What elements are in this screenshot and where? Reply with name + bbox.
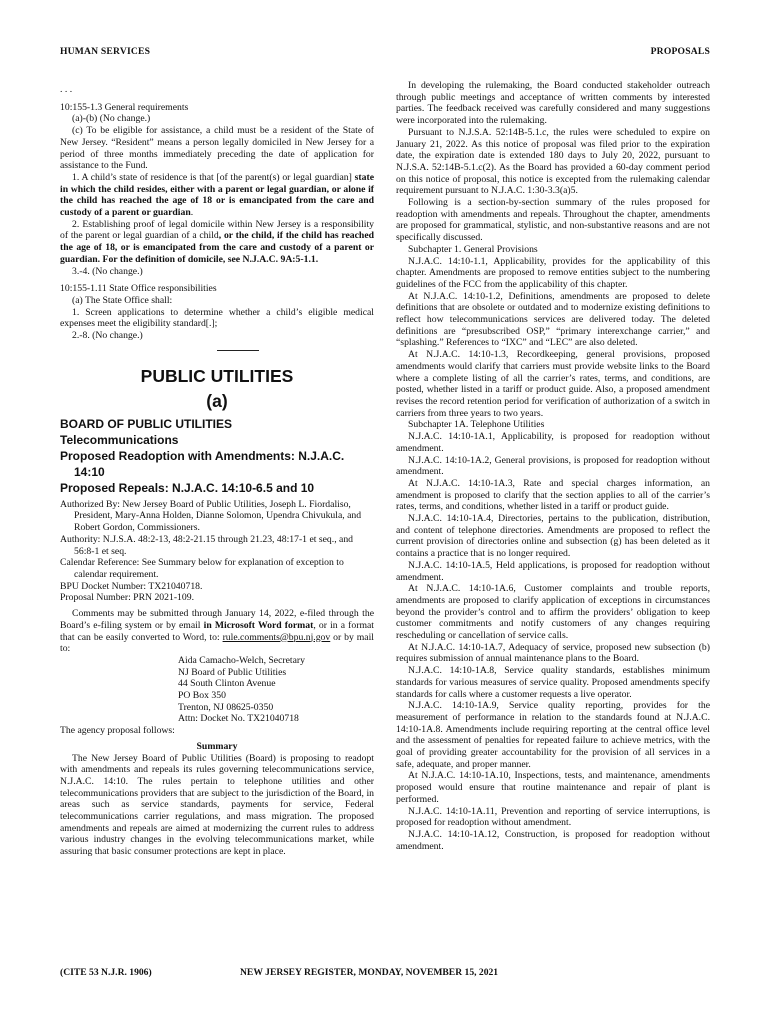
paragraph: N.J.A.C. 14:10-1A.2, General provisions, is proposed for readoption without amendment. xyxy=(396,454,710,478)
paragraph: N.J.A.C. 14:10-1A.12, Construction, is proposed for readoption without amendment. xyxy=(396,829,710,852)
ellipsis: . . . xyxy=(60,84,73,95)
proposal-heading: Proposed Readoption with Amendments: N.J.A.C. 14:10 xyxy=(60,448,345,479)
paragraph: At N.J.A.C. 14:10-1A.10, Inspections, tests, and maintenance, amendments proposed would ensure that routine maintenance and repair of plant is performed. xyxy=(396,770,710,805)
section-divider xyxy=(217,350,259,351)
proposal-number: Proposal Number: PRN 2021-109. xyxy=(60,592,195,604)
summary-heading: Summary xyxy=(196,740,238,752)
docket-number: BPU Docket Number: TX21040718. xyxy=(60,580,203,592)
left-column xyxy=(60,84,374,858)
address-line: Trenton, NJ 08625-0350 xyxy=(178,701,274,713)
paragraph: Following is a section-by-section summary of the rules proposed for readoption with amendments and repeals. Throughout the chapter, amendments are proposed for grammatical, stylistic, and non-substantive reasons and are not specifically discussed. xyxy=(396,197,710,244)
calendar-reference: Calendar Reference: See Summary below for explanation of exception to calendar requirement. xyxy=(60,557,344,580)
running-header-right: PROPOSALS xyxy=(650,46,710,57)
paragraph: At N.J.A.C. 14:10-1A.3, Rate and special charges information, an amendment is proposed to clarify that the section applies to all of the carrier’s rates, terms, and conditions, whether listed in a tariff or product guide. xyxy=(396,477,710,513)
summary-text: The New Jersey Board of Public Utilities (Board) is proposing to readopt with amendments and repeals its rules governing telecommunications service, N.J.A.C. 14:10. The rules pertain to telephone utilities and other telecommunications providers that are subject to the jurisdiction of the Board, in areas such as service standards, payments for service, Federal telecommunications carrier regulations, and mass migration. The proposed amendments and repeals are aimed at modernizing the current rules to address various industry changes in the evolving telecommunications market, while assuring that basic consumer protections are kept in place. xyxy=(60,752,374,858)
paragraph: N.J.A.C. 14:10-1A.4, Directories, pertains to the publication, distribution, and content of telephone directories. Amendments are proposed to reflect the current provision of directories online and subsection (g) has been deleted as it contains a practice that is no longer required. xyxy=(396,513,710,560)
address-line: 44 South Clinton Avenue xyxy=(178,678,276,690)
comments-format: in Microsoft Word format xyxy=(203,619,314,631)
paragraph: N.J.A.C. 14:10-1A.5, Held applications, is proposed for readoption without amendment. xyxy=(396,559,710,583)
board-name: BOARD OF PUBLIC UTILITIES xyxy=(60,416,232,431)
subject-heading: Telecommunications xyxy=(60,432,179,447)
section-heading-1-11: 10:155-1.11 State Office responsibilities xyxy=(60,283,217,295)
comments-intro: Comments may be submitted through January 14, 2022, e-filed through the Board’s e-filing system or by email xyxy=(60,608,374,631)
para-c1-bold-insert: state in which the child resides, either with a parent or legal guardian, or alone if the child has reached the age of 18 or is emancipated from the care and custody of a parent or guardian xyxy=(60,171,374,219)
comments-paragraph xyxy=(60,608,374,655)
section-1-11-para-a: (a) The State Office shall: xyxy=(72,294,173,306)
mailing-address xyxy=(60,655,374,725)
para-c1-end: . xyxy=(190,207,194,219)
paragraph: N.J.A.C. 14:10-1A.9, Service quality reporting, provides for the measurement of performance in relation to the standards found at N.J.A.C. 14:10-1A.8. Amendments include requiring reporting at the central office level and the assessment of penalties for repeated failure to achieve metrics, with the goal of providing greater accountability for the provision of all services in a safe, adequate, and proper manner. xyxy=(396,700,710,770)
notice-letter: (a) xyxy=(206,390,228,411)
subchapter-heading: Subchapter 1. General Provisions xyxy=(408,243,538,255)
section-heading-1-3: 10:155-1.3 General requirements xyxy=(60,101,189,113)
agency-title: PUBLIC UTILITIES xyxy=(140,365,294,386)
repeals-heading: Proposed Repeals: N.J.A.C. 14:10-6.5 and 10 xyxy=(60,480,315,495)
section-1-3-para-c2 xyxy=(60,219,374,266)
footer-publication: NEW JERSEY REGISTER, MONDAY, NOVEMBER 15, 2021 xyxy=(240,967,499,978)
section-1-3-para-c3: 3.-4. (No change.) xyxy=(72,265,143,277)
address-line: PO Box 350 xyxy=(178,690,226,702)
comments-mid: , or in a format that can be easily converted to Word, to: xyxy=(60,619,374,643)
paragraph: N.J.A.C. 14:10-1A.1, Applicability, is proposed for readoption without amendment. xyxy=(396,431,710,454)
section-1-3-para-c: (c) To be eligible for assistance, a child must be a resident of the State of New Jersey. “Resident” means a person legally domiciled in New Jersey for a period of three months immediately preceding the date of application for assistance to the Fund. xyxy=(60,125,374,172)
paragraph: At N.J.A.C. 14:10-1.2, Definitions, amendments are proposed to delete definitions that are obsolete or outdated and to modernize existing definitions to reflect how telecommunications services are delivered today. The deleted definitions are “presubscribed OSP,” “primary interexchange carrier,” and “splashing.” References to “IXC” and “LEC” are also deleted. xyxy=(396,290,710,349)
address-line: Aida Camacho-Welch, Secretary xyxy=(178,654,305,666)
paragraph: In developing the rulemaking, the Board conducted stakeholder outreach through public meetings and acceptance of written comments by interested parties. The feedback received was carefully considered and many suggestions were incorporated into the rulemaking. xyxy=(396,80,710,127)
para-c2-text: 2. Establishing proof of legal domicile within New Jersey is a responsibility of the parent or legal guardian of a child xyxy=(60,218,374,242)
section-1-3-para-c1 xyxy=(60,172,374,219)
authority: Authority: N.J.S.A. 48:2-13, 48:2-21.15 through 21.23, 48:17-1 et seq., and 56:8-1 et seq. xyxy=(60,533,354,557)
para-c2-bold-insert: , or the child, if the child has reached the age of 18, or is emancipated from the care and custody of a parent or guardian. For the definition of domicile, see N.J.A.C. 9A:5-1.1. xyxy=(60,230,375,265)
agency-proposal-follows: The agency proposal follows: xyxy=(60,725,175,737)
paragraph: At N.J.A.C. 14:10-1A.7, Adequacy of service, proposed new subsection (b) requires submission of annual maintenance plans to the Board. xyxy=(396,641,710,665)
authorized-by: Authorized By: New Jersey Board of Public Utilities, Joseph L. Fiordaliso, President, Mary-Anna Holden, Dianne Solomon, Upendra Chivukula, and Robert Gordon, Commissioners. xyxy=(60,498,362,534)
address-line: Attn: Docket No. TX21040718 xyxy=(178,713,299,725)
footer-citation: (CITE 53 N.J.R. 1906) xyxy=(60,967,152,978)
comments-mail: or by mail to: xyxy=(60,631,374,655)
para-c1-text: 1. A child’s state of residence is that [of the parent(s) or legal guardian] xyxy=(72,171,352,183)
paragraph: Pursuant to N.J.S.A. 52:14B-5.1.c, the rules were scheduled to expire on January 21, 2022. As this notice of proposal was filed prior to the expiration date, the expiration date is extended 180 days to July 20, 2022, pursuant to N.J.S.A. 52:14B-5.1.c(2). As the Board has provided a 60-day comment period on this notice of proposal, this notice is excepted from the rulemaking calendar requirement pursuant to N.J.A.C. 1:30-3.3(a)5. xyxy=(396,126,710,197)
paragraph: At N.J.A.C. 14:10-1.3, Recordkeeping, general provisions, proposed amendments would clarify that carriers must provide website links to the Board where a complete listing of all the carrier’s rates, terms, and conditions, are posted, whether listed in a tariff or product guide. Also, a proposed amendment revises the record retention period for verification of authorization of a switch in carriers from three years to two years. xyxy=(396,349,710,419)
paragraph: N.J.A.C. 14:10-1A.8, Service quality standards, establishes minimum standards for various measures of service quality. Proposed amendments specify standards for calls where a customer requests a live operator. xyxy=(396,665,710,700)
right-column xyxy=(396,80,710,852)
section-1-11-para-a1: 1. Screen applications to determine whether a child’s eligible medical expenses meet the eligibility standard[.]; xyxy=(60,306,374,330)
paragraph: N.J.A.C. 14:10-1.1, Applicability, provides for the applicability of this chapter. Amendments are proposed to remove entities subject to the numbering guidelines of the FCC from the applicability of this chapter. xyxy=(396,255,710,290)
paragraph: At N.J.A.C. 14:10-1A.6, Customer complaints and trouble reports, amendments are proposed to clarify application of exceptions in circumstances beyond the provider’s control and to affirm the providers’ obligation to keep customer commitments and notify customers of any changes requiring rescheduling or cancellation of service calls. xyxy=(396,583,710,642)
address-line: NJ Board of Public Utilities xyxy=(178,666,287,678)
subchapter-heading: Subchapter 1A. Telephone Utilities xyxy=(408,419,545,431)
running-header-left: HUMAN SERVICES xyxy=(60,46,151,57)
paragraph: N.J.A.C. 14:10-1A.11, Prevention and reporting of service interruptions, is proposed for readoption without amendment. xyxy=(396,805,710,829)
comments-email-link[interactable]: rule.comments@bpu.nj.gov xyxy=(222,631,331,643)
section-1-11-para-a2: 2.-8. (No change.) xyxy=(72,330,143,342)
section-1-3-para-a: (a)-(b) (No change.) xyxy=(72,113,151,125)
